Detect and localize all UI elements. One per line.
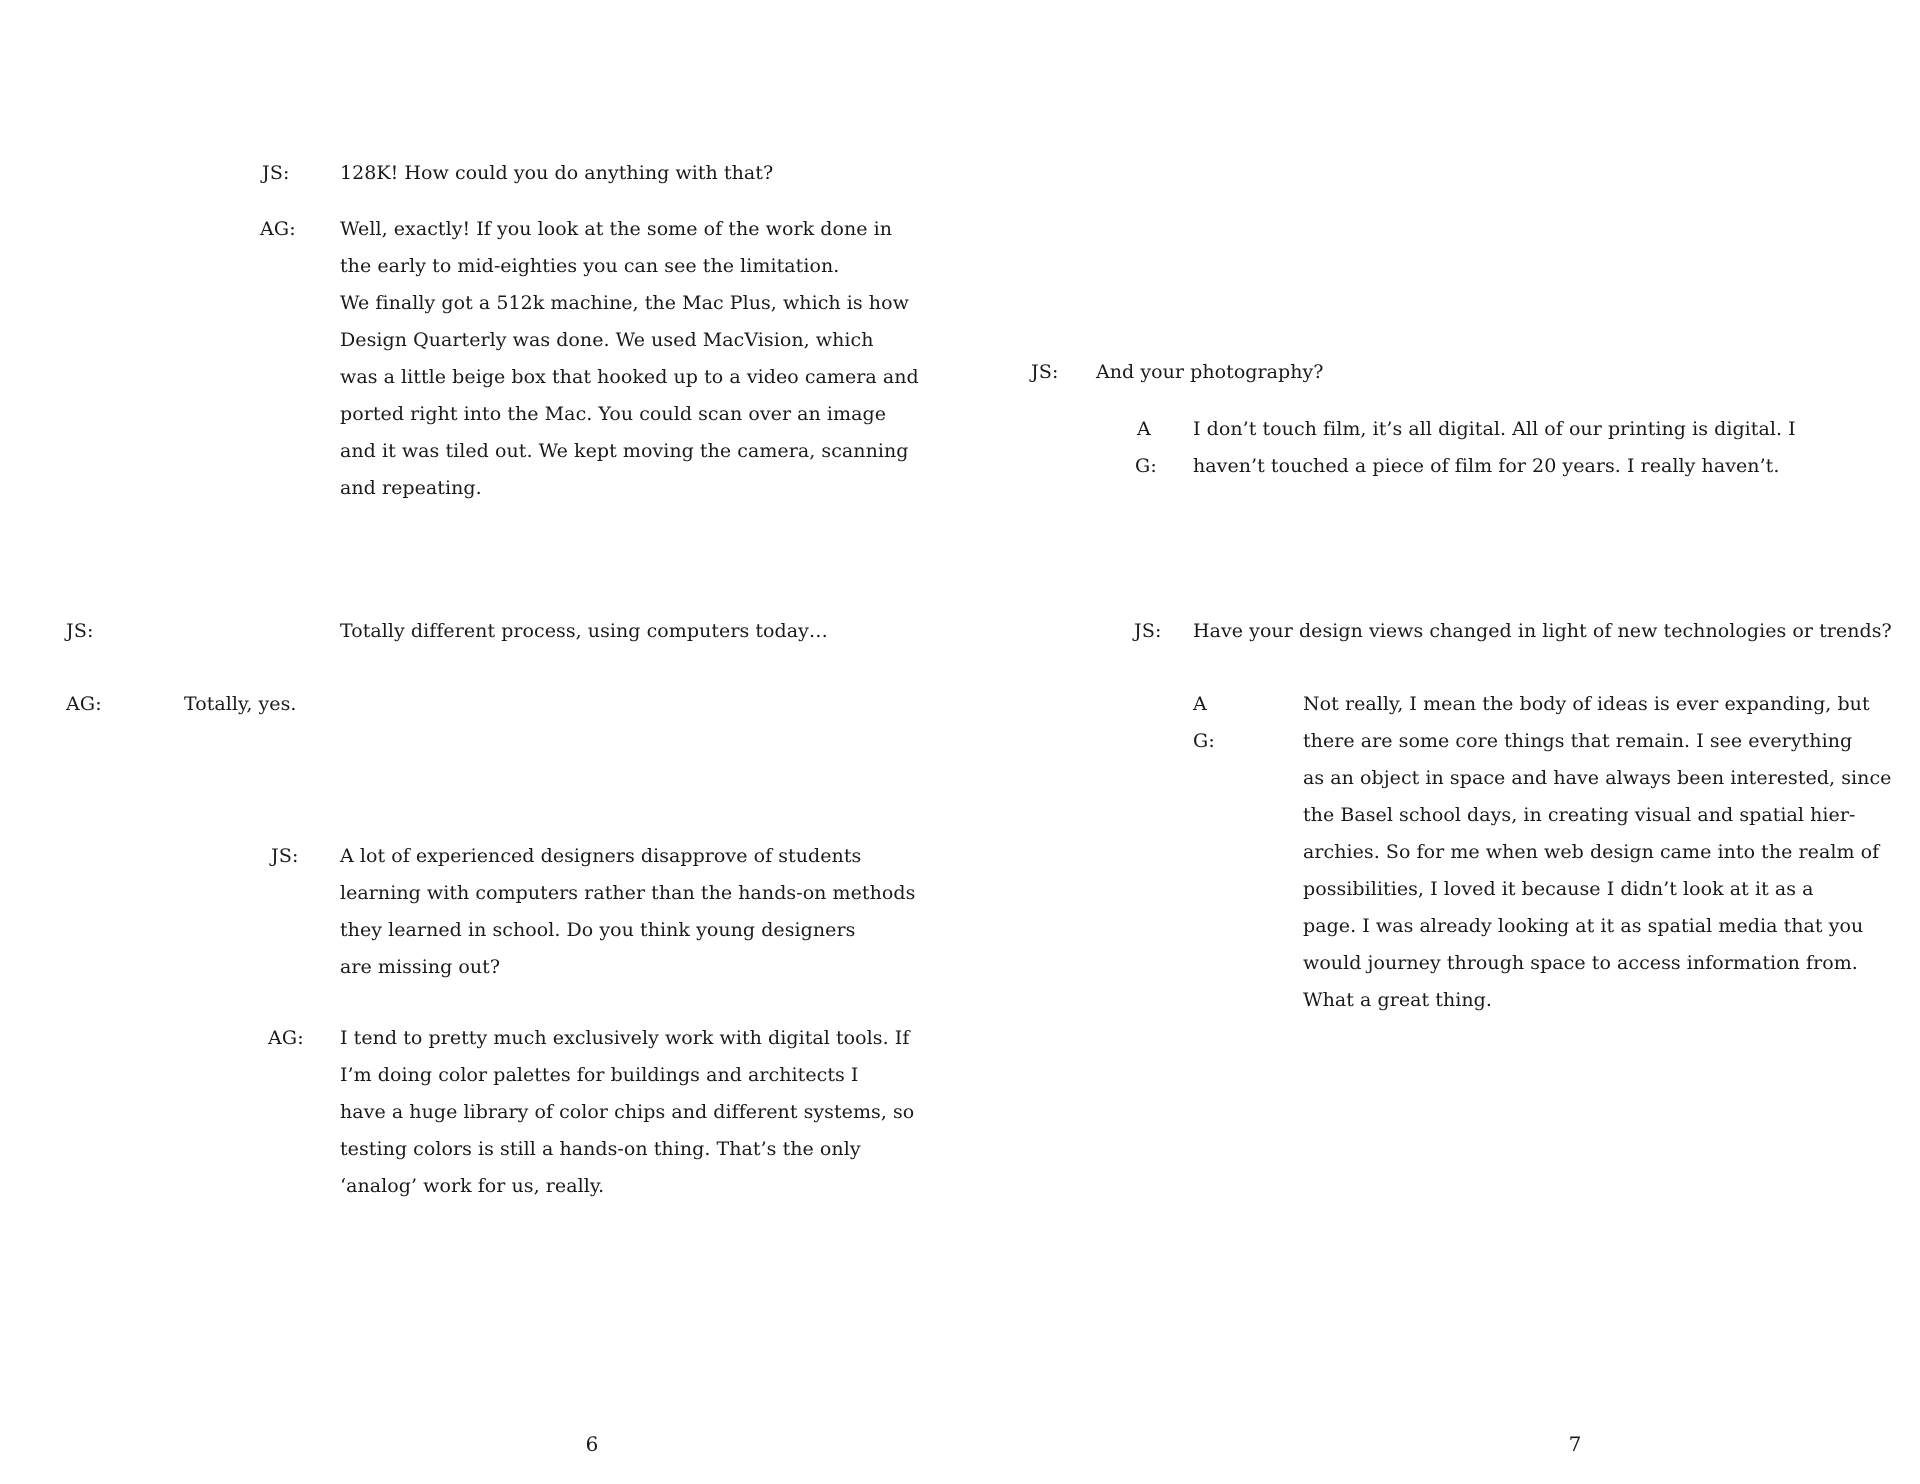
dialogue-line: the Basel school days, in creating visual and spatial hier- (1303, 804, 1856, 826)
dialogue-line: A lot of experienced designers disapprove of students (340, 845, 862, 867)
dialogue-line: testing colors is still a hands-on thing. That’s the only (340, 1138, 861, 1160)
dialogue-line: Design Quarterly was done. We used MacVision, which (340, 329, 874, 351)
dialogue-line: We finally got a 512k machine, the Mac Plus, which is how (340, 292, 909, 314)
speaker-label: JS: (1031, 361, 1059, 383)
dialogue-line: was a little beige box that hooked up to a video camera and (340, 366, 919, 388)
dialogue-line: What a great thing. (1303, 989, 1492, 1011)
speaker-label: AG: (66, 693, 102, 715)
dialogue-line: Totally different process, using computers today… (340, 620, 828, 642)
speaker-label: AG: (260, 218, 296, 240)
speaker-label: G: (1135, 455, 1157, 477)
dialogue-line: I’m doing color palettes for buildings and architects I (340, 1064, 859, 1086)
speaker-label: JS: (66, 620, 94, 642)
speaker-label: A (1193, 693, 1207, 715)
page-number: 7 (1568, 1432, 1582, 1456)
dialogue-line: 128K! How could you do anything with that? (340, 162, 774, 184)
speaker-label: JS: (1134, 620, 1162, 642)
right-page (960, 0, 1920, 1484)
speaker-label: JS: (271, 845, 299, 867)
dialogue-line: ‘analog’ work for us, really. (340, 1175, 605, 1197)
dialogue-line: learning with computers rather than the hands-on methods (340, 882, 916, 904)
dialogue-line: And your photography? (1096, 361, 1324, 383)
dialogue-line: possibilities, I loved it because I didn’t look at it as a (1303, 878, 1814, 900)
dialogue-line: haven’t touched a piece of film for 20 years. I really haven’t. (1193, 455, 1780, 477)
page-number: 6 (585, 1432, 599, 1456)
speaker-label: G: (1193, 730, 1215, 752)
speaker-label: JS: (262, 162, 290, 184)
dialogue-line: have a huge library of color chips and different systems, so (340, 1101, 915, 1123)
dialogue-line: ported right into the Mac. You could scan over an image (340, 403, 887, 425)
dialogue-line: archies. So for me when web design came into the realm of (1303, 841, 1880, 863)
dialogue-line: there are some core things that remain. I see everything (1303, 730, 1853, 752)
dialogue-line: Have your design views changed in light of new technologies or trends? (1193, 620, 1892, 642)
dialogue-line: Well, exactly! If you look at the some of the work done in (340, 218, 893, 240)
speaker-label: AG: (268, 1027, 304, 1049)
dialogue-line: Not really, I mean the body of ideas is ever expanding, but (1303, 693, 1870, 715)
dialogue-line: would journey through space to access information from. (1303, 952, 1858, 974)
dialogue-line: they learned in school. Do you think young designers (340, 919, 856, 941)
dialogue-line: I don’t touch film, it’s all digital. All of our printing is digital. I (1193, 418, 1796, 440)
dialogue-line: as an object in space and have always been interested, since (1303, 767, 1892, 789)
dialogue-line: I tend to pretty much exclusively work with digital tools. If (340, 1027, 910, 1049)
speaker-label: A (1137, 418, 1151, 440)
dialogue-line: and it was tiled out. We kept moving the camera, scanning (340, 440, 909, 462)
dialogue-line: and repeating. (340, 477, 482, 499)
dialogue-line: page. I was already looking at it as spatial media that you (1303, 915, 1864, 937)
dialogue-line: Totally, yes. (184, 693, 297, 715)
dialogue-line: are missing out? (340, 956, 501, 978)
dialogue-line: the early to mid-eighties you can see the limitation. (340, 255, 840, 277)
